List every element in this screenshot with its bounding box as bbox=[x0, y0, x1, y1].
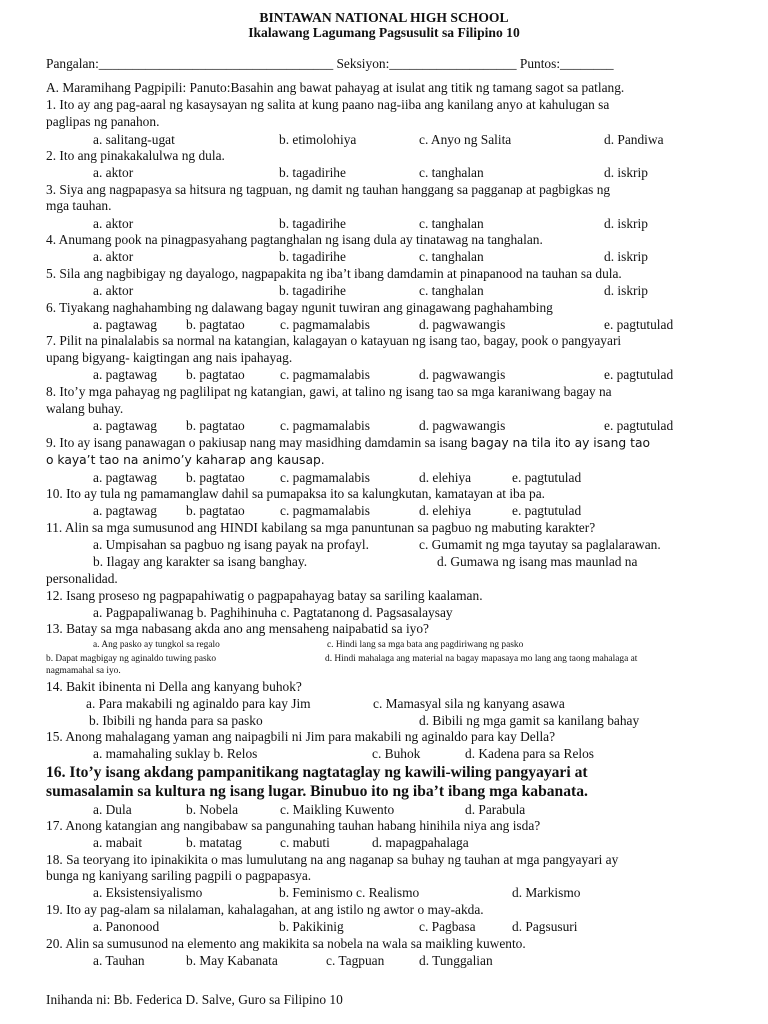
q1-option-a: a. salitang-ugat bbox=[93, 132, 175, 147]
q3-option-c: c. tanghalan bbox=[419, 216, 484, 231]
q1-option-b: b. etimolohiya bbox=[279, 132, 357, 147]
question-9-text-sans: bagay na tila ito ay isang tao bbox=[470, 436, 651, 450]
question-3: 3. Siya ang nagpapasya sa hitsura ng tagpuan, ng damit ng tauhan hanggang sa pagganap at pagbigkas ng bbox=[46, 182, 611, 197]
question-9-text: 9. Ito ay isang panawagan o pakiusap nang may masidhing damdamin sa isang bbox=[46, 435, 471, 450]
q17-option-a: a. mabait bbox=[93, 835, 143, 850]
q18-option-d: d. Markismo bbox=[512, 885, 581, 900]
q8-option-b: b. pagtatao bbox=[186, 418, 245, 433]
question-6: 6. Tiyakang naghahambing ng dalawang bagay ngunit tuwiran ang ginagawang paghahambing bbox=[46, 300, 553, 315]
q11-option-c: c. Gumamit ng mga tayutay sa paglalarawan. bbox=[419, 537, 661, 552]
q2-option-d: d. iskrip bbox=[604, 165, 648, 180]
instruction: A. Maramihang Pagpipili: Panuto:Basahin ang bawat pahayag at isulat ang titik ng tamang sagot sa patlang. bbox=[46, 80, 625, 95]
question-5: 5. Sila ang nagbibigay ng dayalogo, nagpapakita ng iba’t ibang damdamin at pinapanood na tauhan sa dula. bbox=[46, 266, 622, 281]
prepared-by: Inihanda ni: Bb. Federica D. Salve, Guro sa Filipino 10 bbox=[46, 992, 343, 1007]
q5-option-c: c. tanghalan bbox=[419, 283, 484, 298]
question-16-cont: sumasalamin sa kultura ng isang lugar. Binubuo ito ng iba’t ibang mga kabanata. bbox=[46, 783, 588, 800]
question-15: 15. Anong mahalagang yaman ang naipagbili ni Jim para makabili ng aginaldo para kay Della? bbox=[46, 729, 556, 744]
question-4: 4. Anumang pook na pinagpasyahang pagtanghalan ng isang dula ay tinatawag na tanghalan. bbox=[46, 232, 543, 247]
question-10: 10. Ito ay tula ng pamamanglaw dahil sa pumapaksa ito sa kalungkutan, kamatayan at iba pa. bbox=[46, 486, 546, 501]
q2-option-c: c. tanghalan bbox=[419, 165, 484, 180]
question-8-cont: walang buhay. bbox=[46, 401, 124, 416]
q5-option-b: b. tagadirihe bbox=[279, 283, 346, 298]
question-13: 13. Batay sa mga nabasang akda ano ang mensaheng naipabatid sa iyo? bbox=[46, 621, 429, 636]
q18-option-bc: b. Feminismo c. Realismo bbox=[279, 885, 420, 900]
q8-option-a: a. pagtawag bbox=[93, 418, 157, 433]
question-8: 8. Ito’y mga pahayag ng paglilipat ng katangian, gawi, at talino ng isang tao sa mga karaniwang bagay na bbox=[46, 384, 612, 399]
q13-option-b: b. Dapat magbigay ng aginaldo tuwing pasko bbox=[46, 654, 217, 664]
q17-option-b: b. matatag bbox=[186, 835, 242, 850]
q8-option-e: e. pagtutulad bbox=[604, 418, 674, 433]
q6-option-a: a. pagtawag bbox=[93, 317, 157, 332]
question-18-cont: bunga ng kaniyang sariling pagpili o pagpapasya. bbox=[46, 868, 312, 883]
q16-option-d: d. Parabula bbox=[465, 802, 526, 817]
q13-option-c: c. Hindi lang sa mga bata ang pagdiriwang ng pasko bbox=[327, 640, 524, 650]
q20-option-a: a. Tauhan bbox=[93, 953, 145, 968]
question-9-cont: o kaya’t tao na animo’y kaharap ang kausap. bbox=[46, 453, 325, 467]
q3-option-d: d. iskrip bbox=[604, 216, 648, 231]
question-9 bbox=[46, 435, 734, 451]
question-1: 1. Ito ay ang pag-aaral ng kasaysayan ng salita at kung paano nag-iiba ang kanilang anyo at kahulugan sa bbox=[46, 97, 610, 112]
q4-option-b: b. tagadirihe bbox=[279, 249, 346, 264]
question-2: 2. Ito ang pinakakalulwa ng dula. bbox=[46, 148, 225, 163]
q9-option-e: e. pagtutulad bbox=[512, 470, 582, 485]
q9-option-a: a. pagtawag bbox=[93, 470, 157, 485]
q3-option-b: b. tagadirihe bbox=[279, 216, 346, 231]
q7-option-a: a. pagtawag bbox=[93, 367, 157, 382]
q10-option-e: e. pagtutulad bbox=[512, 503, 582, 518]
q11-option-b: b. Ilagay ang karakter sa isang banghay. bbox=[93, 554, 308, 569]
q17-option-d: d. mapagpahalaga bbox=[372, 835, 469, 850]
q10-option-d: d. elehiya bbox=[419, 503, 472, 518]
q9-option-d: d. elehiya bbox=[419, 470, 472, 485]
question-7-cont: upang bigyang- kaigtingan ang nais ipahayag. bbox=[46, 350, 293, 365]
q12-options: a. Pagpapaliwanag b. Paghihinuha c. Pagtatanong d. Pagsasalaysay bbox=[93, 605, 453, 620]
q7-option-c: c. pagmamalabis bbox=[280, 367, 370, 382]
q1-option-c: c. Anyo ng Salita bbox=[419, 132, 512, 147]
exam-title: Ikalawang Lagumang Pagsusulit sa Filipino 10 bbox=[248, 25, 520, 40]
q6-option-b: b. pagtatao bbox=[186, 317, 245, 332]
question-1-cont: paglipas ng panahon. bbox=[46, 114, 160, 129]
q9-option-c: c. pagmamalabis bbox=[280, 470, 370, 485]
q7-option-e: e. pagtutulad bbox=[604, 367, 674, 382]
q4-option-c: c. tanghalan bbox=[419, 249, 484, 264]
q10-option-b: b. pagtatao bbox=[186, 503, 245, 518]
q11-option-a: a. Umpisahan sa pagbuo ng isang payak na profayl. bbox=[93, 537, 369, 552]
q7-option-b: b. pagtatao bbox=[186, 367, 245, 382]
q14-option-b: b. Ibibili ng handa para sa pasko bbox=[89, 713, 263, 728]
q4-option-a: a. aktor bbox=[93, 249, 134, 264]
q9-option-b: b. pagtatao bbox=[186, 470, 245, 485]
q2-option-a: a. aktor bbox=[93, 165, 134, 180]
q16-option-c: c. Maikling Kuwento bbox=[280, 802, 395, 817]
question-3-cont: mga tauhan. bbox=[46, 198, 112, 213]
q19-option-b: b. Pakikinig bbox=[279, 919, 344, 934]
q6-option-e: e. pagtutulad bbox=[604, 317, 674, 332]
q5-option-d: d. iskrip bbox=[604, 283, 648, 298]
q6-option-c: c. pagmamalabis bbox=[280, 317, 370, 332]
q20-option-c: c. Tagpuan bbox=[326, 953, 385, 968]
q19-option-c: c. Pagbasa bbox=[419, 919, 476, 934]
q14-option-d: d. Bibili ng mga gamit sa kanilang bahay bbox=[419, 713, 640, 728]
q15-option-ab: a. mamahaling suklay b. Relos bbox=[93, 746, 258, 761]
q17-option-c: c. mabuti bbox=[280, 835, 330, 850]
q14-option-c: c. Mamasyal sila ng kanyang asawa bbox=[373, 696, 565, 711]
q20-option-d: d. Tunggalian bbox=[419, 953, 493, 968]
q2-option-b: b. tagadirihe bbox=[279, 165, 346, 180]
q11-option-d-cont: personalidad. bbox=[46, 571, 118, 586]
question-19: 19. Ito ay pag-alam sa nilalaman, kahalagahan, at ang istilo ng awtor o may-akda. bbox=[46, 902, 484, 917]
q4-option-d: d. iskrip bbox=[604, 249, 648, 264]
q20-option-b: b. May Kabanata bbox=[186, 953, 278, 968]
q19-option-d: d. Pagsusuri bbox=[512, 919, 578, 934]
student-fields: Pangalan:___________________________________ Seksiyon:___________________ Puntos:________ bbox=[46, 56, 614, 71]
q5-option-a: a. aktor bbox=[93, 283, 134, 298]
q18-option-a: a. Eksistensiyalismo bbox=[93, 885, 203, 900]
question-12: 12. Isang proseso ng pagpapahiwatig o pagpapahayag batay sa sariling kaalaman. bbox=[46, 588, 483, 603]
question-18: 18. Sa teoryang ito ipinakikita o mas lumulutang na ang naganap sa buhay ng tauhan at mga pangyayari ay bbox=[46, 852, 619, 867]
q16-option-a: a. Dula bbox=[93, 802, 132, 817]
q13-option-d: d. Hindi mahalaga ang material na bagay mapasaya mo lang ang taong mahalaga at bbox=[325, 654, 638, 664]
question-20: 20. Alin sa sumusunod na elemento ang makikita sa nobela na wala sa maikling kuwento. bbox=[46, 936, 526, 951]
q1-option-d: d. Pandiwa bbox=[604, 132, 664, 147]
school-name: BINTAWAN NATIONAL HIGH SCHOOL bbox=[259, 10, 509, 25]
question-16: 16. Ito’y isang akdang pampanitikang nagtataglay ng kawili-wiling pangyayari at bbox=[46, 764, 588, 781]
q15-option-c: c. Buhok bbox=[372, 746, 421, 761]
question-14: 14. Bakit ibinenta ni Della ang kanyang buhok? bbox=[46, 679, 302, 694]
q19-option-a: a. Panonood bbox=[93, 919, 160, 934]
q7-option-d: d. pagwawangis bbox=[419, 367, 506, 382]
q6-option-d: d. pagwawangis bbox=[419, 317, 506, 332]
q13-option-a: a. Ang pasko ay tungkol sa regalo bbox=[93, 640, 220, 650]
q16-option-b: b. Nobela bbox=[186, 802, 239, 817]
question-11: 11. Alin sa mga sumusunod ang HINDI kabilang sa mga panuntunan sa pagbuo ng mabuting karakter? bbox=[46, 520, 596, 535]
q11-option-d: d. Gumawa ng isang mas maunlad na bbox=[437, 554, 638, 569]
q8-option-d: d. pagwawangis bbox=[419, 418, 506, 433]
q3-option-a: a. aktor bbox=[93, 216, 134, 231]
q15-option-d: d. Kadena para sa Relos bbox=[465, 746, 595, 761]
q10-option-a: a. pagtawag bbox=[93, 503, 157, 518]
q14-option-a: a. Para makabili ng aginaldo para kay Jim bbox=[86, 696, 311, 711]
question-17: 17. Anong katangian ang nangibabaw sa pangunahing tauhan habang hinihila niya ang isda? bbox=[46, 818, 541, 833]
q8-option-c: c. pagmamalabis bbox=[280, 418, 370, 433]
question-7: 7. Pilit na pinalalabis sa normal na katangian, kalagayan o katayuan ng isang tao, bagay, pook o pangyayari bbox=[46, 333, 622, 348]
q13-option-d-cont: nagmamahal sa iyo. bbox=[46, 666, 121, 676]
q10-option-c: c. pagmamalabis bbox=[280, 503, 370, 518]
